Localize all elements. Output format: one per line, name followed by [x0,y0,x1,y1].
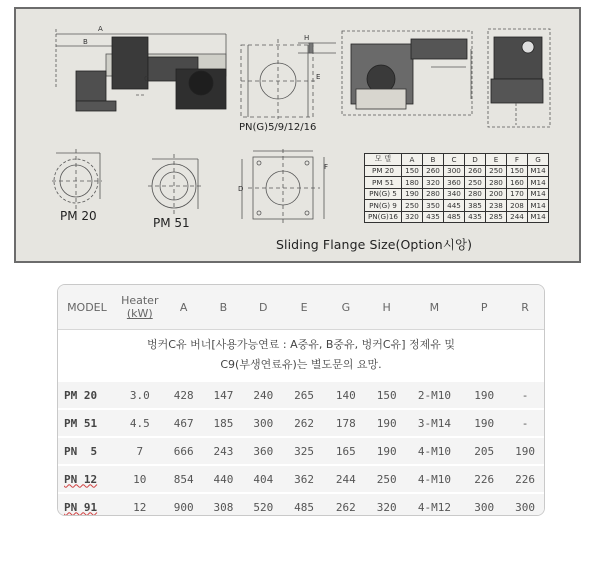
model-name-spellcheck: PN 12 [64,472,98,486]
table-row [58,381,544,409]
cell-a: 854 [164,465,204,493]
cell-m: 2-M10 [407,381,463,409]
spec-cell: 280 [486,177,507,189]
spec-cell: PM 20 [365,165,402,177]
cell-g: 244 [325,465,367,493]
spec-cell: 200 [486,188,507,200]
model-spec-table [58,285,544,516]
cell-model: PM 20 [58,381,116,409]
spec-table-row [365,165,549,177]
cell-h: 150 [367,381,407,409]
heater-label: Heater [121,294,159,307]
cell-b: 185 [204,409,244,437]
spec-cell: 320 [402,211,423,223]
spec-header-cell: G [528,154,549,166]
spec-table-row [365,211,549,223]
pm20-flange-drawing [52,149,102,209]
pm51-label: PM 51 [153,216,190,230]
spec-cell: M14 [528,200,549,212]
cell-g: 165 [325,437,367,465]
cell-e: 325 [283,437,325,465]
cell-b: 147 [204,381,244,409]
note-row [58,330,544,382]
cell-a: 467 [164,409,204,437]
cell-b: 243 [204,437,244,465]
table-row [58,409,544,437]
header-b: B [204,285,244,330]
cell-a: 666 [164,437,204,465]
spec-cell: 170 [507,188,528,200]
spec-cell: 300 [444,165,465,177]
flange-detail [298,43,336,53]
burner-side-view-2 [342,31,472,115]
cell-d: 404 [243,465,283,493]
header-e: E [283,285,325,330]
spec-cell: 244 [507,211,528,223]
spec-cell: 150 [402,165,423,177]
drawing-canvas [16,9,581,263]
cell-r: - [506,381,544,409]
cell-p: 226 [462,465,506,493]
pm20-label: PM 20 [60,209,97,223]
spec-cell: PN(G)16 [365,211,402,223]
cell-heater: 4.5 [116,409,164,437]
spec-cell: 350 [423,200,444,212]
cell-a: 900 [164,493,204,516]
pm51-flange-drawing [148,154,202,214]
spec-header-cell: C [444,154,465,166]
png-model-label: PN(G)5/9/12/16 [239,122,317,133]
cell-h: 320 [367,493,407,516]
cell-heater: 3.0 [116,381,164,409]
cell-b: 440 [204,465,244,493]
spec-cell: 160 [507,177,528,189]
spec-cell: M14 [528,165,549,177]
cell-heater: 12 [116,493,164,516]
burner-front-view [488,29,550,127]
spec-cell: M14 [528,177,549,189]
spec-header-cell: F [507,154,528,166]
cell-g: 262 [325,493,367,516]
spec-cell: 340 [444,188,465,200]
spec-cell: 485 [444,211,465,223]
cell-heater: 7 [116,437,164,465]
cell-e: 485 [283,493,325,516]
cell-p: 190 [462,381,506,409]
spec-table-row [365,200,549,212]
spec-cell: 150 [507,165,528,177]
cell-g: 140 [325,381,367,409]
fuel-note-line-2: C9(부생연료유)는 별도문의 요망. [220,358,382,371]
spec-cell: 250 [465,177,486,189]
spec-table-row [365,177,549,189]
header-a: A [164,285,204,330]
table-row [58,437,544,465]
cell-h: 250 [367,465,407,493]
spec-header-cell: D [465,154,486,166]
spec-cell: 250 [402,200,423,212]
spec-cell: 285 [486,211,507,223]
cell-model: PM 51 [58,409,116,437]
spec-cell: 180 [402,177,423,189]
model-spec-table-container [57,284,545,516]
cell-model [58,465,116,493]
spec-cell: 435 [465,211,486,223]
table-header-row [58,285,544,330]
spec-table-row [365,188,549,200]
spec-cell: 260 [423,165,444,177]
spec-table-header [365,154,549,166]
spec-cell: M14 [528,188,549,200]
cell-h: 190 [367,437,407,465]
cell-r: 190 [506,437,544,465]
cell-m: 4-M10 [407,465,463,493]
header-heater [116,285,164,330]
model-name-spellcheck: PN 91 [64,500,98,514]
table-row [58,493,544,516]
cell-r: 226 [506,465,544,493]
cell-m: 4-M10 [407,437,463,465]
dim-c-label: C [144,75,149,83]
spec-cell: 385 [465,200,486,212]
spec-cell: 190 [402,188,423,200]
spec-header-cell: 모 델 [365,154,402,166]
header-model: MODEL [58,285,116,330]
dim-b-label: B [83,38,88,46]
header-m: M [407,285,463,330]
cell-model [58,493,116,516]
dim-e-label: E [316,73,321,81]
cell-a: 428 [164,381,204,409]
flange-size-caption: Sliding Flange Size(Option시앙) [276,237,473,252]
spec-cell: PM 51 [365,177,402,189]
header-d: D [243,285,283,330]
png-flange-drawing [242,149,324,225]
spec-cell: 280 [423,188,444,200]
spec-cell: 445 [444,200,465,212]
cell-d: 520 [243,493,283,516]
cell-p: 190 [462,409,506,437]
spec-header-cell: A [402,154,423,166]
spec-cell: 238 [486,200,507,212]
spec-cell: 260 [465,165,486,177]
spec-cell: 320 [423,177,444,189]
cell-d: 300 [243,409,283,437]
spec-cell: 360 [444,177,465,189]
cell-e: 265 [283,381,325,409]
burner-side-view [56,29,226,111]
cell-p: 300 [462,493,506,516]
header-h: H [367,285,407,330]
spec-cell: 208 [507,200,528,212]
cell-e: 362 [283,465,325,493]
spec-cell: M14 [528,211,549,223]
spec-header-cell: B [423,154,444,166]
spec-cell: PN(G) 9 [365,200,402,212]
table-row [58,465,544,493]
cell-b: 308 [204,493,244,516]
flange-front-view [241,39,316,119]
spec-cell: PN(G) 5 [365,188,402,200]
cell-model: PN 5 [58,437,116,465]
header-g: G [325,285,367,330]
heater-unit: (kW) [126,307,153,320]
spec-header-cell: E [486,154,507,166]
cell-m: 4-M12 [407,493,463,516]
flange-spec-table [364,153,549,223]
fuel-note [58,330,544,382]
cell-h: 190 [367,409,407,437]
cell-d: 240 [243,381,283,409]
header-p: P [462,285,506,330]
cell-r: 300 [506,493,544,516]
cell-p: 205 [462,437,506,465]
cell-r: - [506,409,544,437]
technical-drawing-panel [14,7,581,263]
cell-g: 178 [325,409,367,437]
cell-e: 262 [283,409,325,437]
fuel-note-line-1: 벙커C유 버너[사용가능연료 : A중유, B중유, 벙커C유] 정제유 및 [147,338,455,351]
header-r: R [506,285,544,330]
cell-m: 3-M14 [407,409,463,437]
dim-a-label: A [98,25,103,33]
dim-f-label: F [324,163,329,171]
dim-d-label: D [238,185,244,193]
spec-cell: 250 [486,165,507,177]
spec-cell: 435 [423,211,444,223]
cell-d: 360 [243,437,283,465]
dim-h-label: H [304,34,310,42]
cell-heater: 10 [116,465,164,493]
spec-cell: 280 [465,188,486,200]
